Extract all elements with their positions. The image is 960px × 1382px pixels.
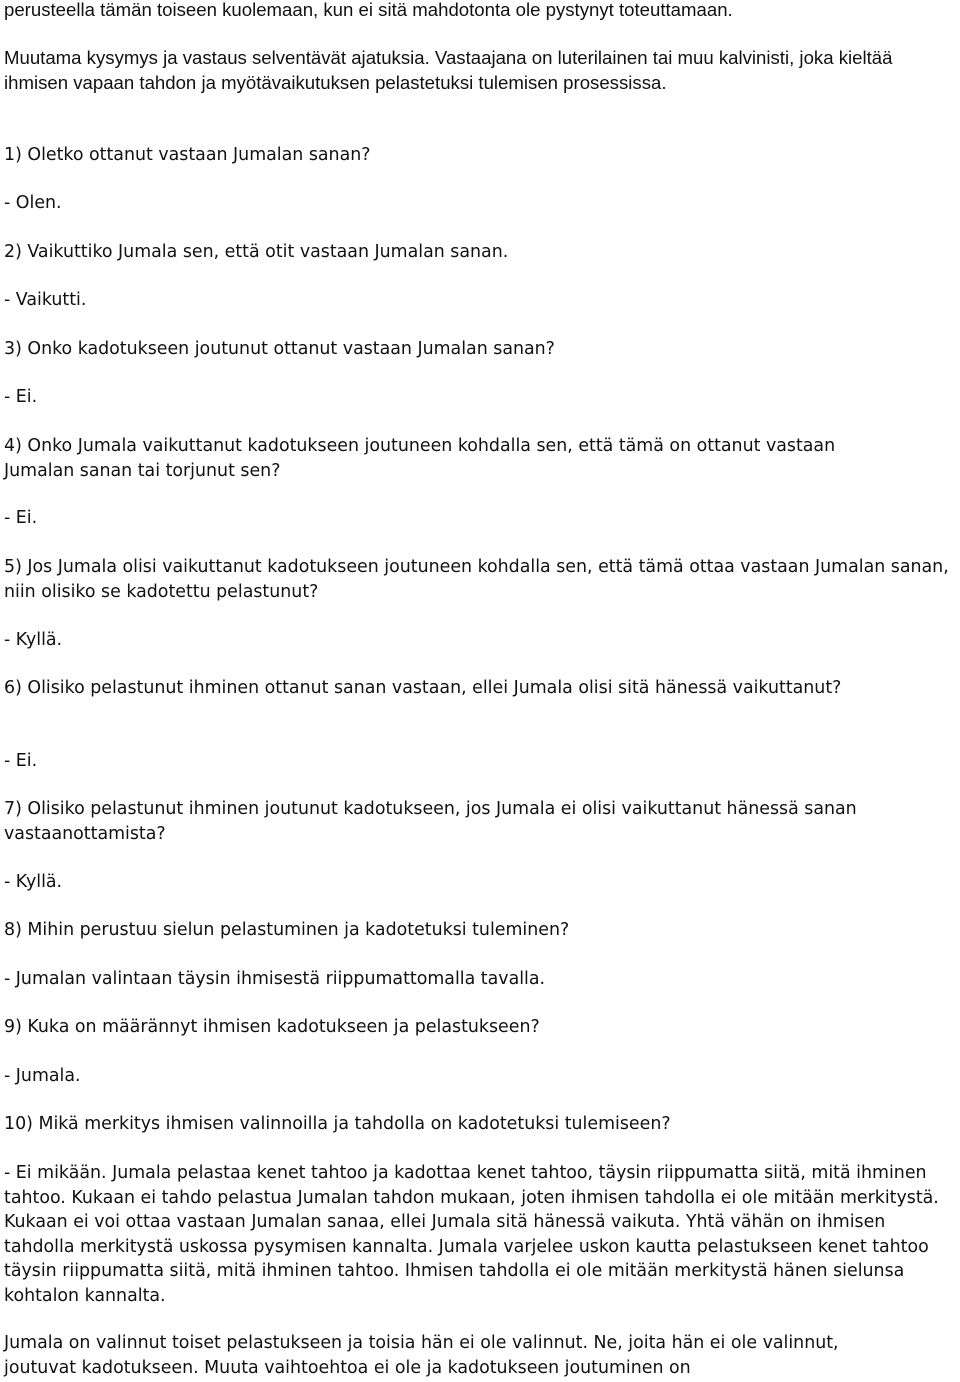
- question-1: 1) Oletko ottanut vastaan Jumalan sanan?: [4, 145, 371, 165]
- intro-paragraph-1: perusteella tämän toiseen kuolemaan, kun ei sitä mahdotonta ole pystynyt toteuttamaan.: [4, 0, 733, 20]
- answer-10: - Ei mikään. Jumala pelastaa kenet tahtoo ja kadottaa kenet tahtoo, täysin riippumatta siitä, mitä ihminen tahtoo. Kukaan ei tahdo pelastua Jumalan tahdon mukaan, joten ihmisen tahdolla ei ole mitään merkitystä. Kukaan ei voi ottaa vastaan Jumalan sanaa, ellei Jumala sitä hänessä vaikuta. Yhtä vähän on ihmisen tahdolla merkitystä uskossa pysymisen kannalta. Jumala varjelee uskon kautta pelastukseen kenet tahtoo täysin riippumatta siitä, mitä ihminen tahtoo. Ihmisen tahdolla ei ole mitään merkitystä hänen sielunsa kohtalon kannalta.: [4, 1163, 939, 1306]
- answer-9: - Jumala.: [4, 1066, 81, 1086]
- question-6: 6) Olisiko pelastunut ihminen ottanut sanan vastaan, ellei Jumala olisi sitä hänessä vaikuttanut?: [4, 678, 842, 698]
- answer-1: - Olen.: [4, 193, 62, 213]
- question-10: 10) Mikä merkitys ihmisen valinnoilla ja tahdolla on kadotetuksi tulemiseen?: [4, 1114, 671, 1134]
- question-2: 2) Vaikuttiko Jumala sen, että otit vastaan Jumalan sanan.: [4, 242, 509, 262]
- answer-3: - Ei.: [4, 387, 38, 407]
- question-9: 9) Kuka on määrännyt ihmisen kadotukseen ja pelastukseen?: [4, 1017, 540, 1037]
- answer-6: - Ei.: [4, 751, 38, 771]
- question-7: 7) Olisiko pelastunut ihminen joutunut kadotukseen, jos Jumala ei olisi vaikuttanut hänessä sanan vastaanottamista?: [4, 799, 857, 844]
- question-4: 4) Onko Jumala vaikuttanut kadotukseen joutuneen kohdalla sen, että tämä on ottanut vastaan Jumalan sanan tai torjunut sen?: [4, 436, 836, 481]
- answer-5: - Kyllä.: [4, 630, 63, 650]
- question-5: 5) Jos Jumala olisi vaikuttanut kadotukseen joutuneen kohdalla sen, että tämä ottaa vastaan Jumalan sanan, niin olisiko se kadotettu pelastunut?: [4, 557, 949, 602]
- answer-4: - Ei.: [4, 508, 38, 528]
- answer-8: - Jumalan valintaan täysin ihmisestä riippumattomalla tavalla.: [4, 969, 546, 989]
- question-3: 3) Onko kadotukseen joutunut ottanut vastaan Jumalan sanan?: [4, 339, 555, 359]
- closing-paragraph: Jumala on valinnut toiset pelastukseen ja toisia hän ei ole valinnut. Ne, joita hän ei ole valinnut, joutuvat kadotukseen. Muuta vaihtoehtoa ei ole ja kadotukseen joutuminen on: [4, 1333, 839, 1378]
- answer-2: - Vaikutti.: [4, 290, 87, 310]
- question-8: 8) Mihin perustuu sielun pelastuminen ja kadotetuksi tuleminen?: [4, 920, 570, 940]
- intro-paragraph-2: Muutama kysymys ja vastaus selventävät ajatuksia. Vastaajana on luterilainen tai muu kalvinisti, joka kieltää ihmisen vapaan tahdon ja myötävaikutuksen pelastetuksi tulemisen prosessissa.: [4, 47, 893, 93]
- answer-7: - Kyllä.: [4, 872, 63, 892]
